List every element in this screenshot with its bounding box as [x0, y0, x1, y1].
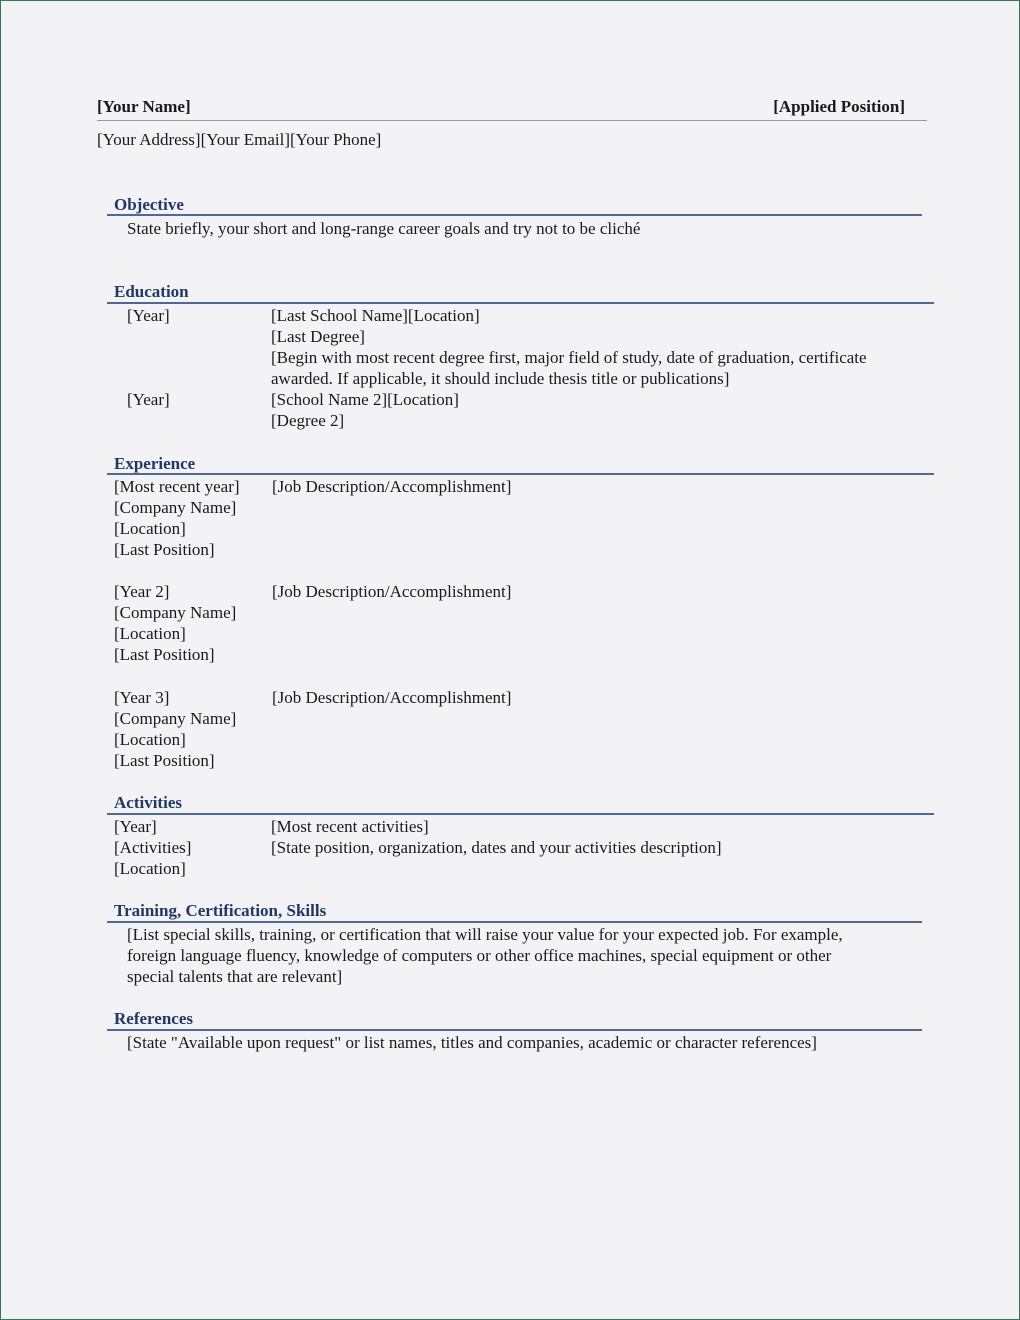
experience-company: [Company Name]: [114, 498, 237, 517]
experience-company: [Company Name]: [114, 603, 237, 622]
experience-heading: Experience: [114, 454, 196, 473]
education-heading: Education: [114, 282, 189, 301]
education-school: [Last School Name][Location]: [271, 306, 480, 325]
experience-description: [Job Description/Accomplishment]: [272, 477, 512, 496]
activities-year: [Year]: [114, 817, 157, 836]
references-text: [State "Available upon request" or list names, titles and companies, academic or character references]: [127, 1033, 817, 1052]
training-text: [List special skills, training, or certification that will raise your value for your expected job. For example,: [127, 925, 843, 944]
education-details: [Begin with most recent degree first, major field of study, date of graduation, certificate: [271, 348, 867, 367]
activities-location: [Location]: [114, 859, 186, 878]
education-degree: [Last Degree]: [271, 327, 365, 346]
experience-location: [Location]: [114, 730, 186, 749]
training-text: foreign language fluency, knowledge of computers or other office machines, special equipment or other: [127, 946, 832, 965]
experience-company: [Company Name]: [114, 709, 237, 728]
activities-heading: Activities: [114, 793, 182, 812]
experience-position: [Last Position]: [114, 645, 215, 664]
experience-position: [Last Position]: [114, 540, 215, 559]
education-year: [Year]: [127, 306, 170, 325]
experience-position: [Last Position]: [114, 751, 215, 770]
training-rule: [107, 921, 922, 923]
activities-label: [Activities]: [114, 838, 192, 857]
education-rule: [107, 302, 934, 304]
activities-description: [State position, organization, dates and your activities description]: [271, 838, 722, 857]
experience-location: [Location]: [114, 624, 186, 643]
experience-year: [Most recent year]: [114, 477, 240, 496]
experience-description: [Job Description/Accomplishment]: [272, 688, 512, 707]
contact-line: [Your Address][Your Email][Your Phone]: [97, 130, 382, 149]
objective-rule: [107, 214, 922, 216]
experience-year: [Year 2]: [114, 582, 170, 601]
experience-description: [Job Description/Accomplishment]: [272, 582, 512, 601]
education-year: [Year]: [127, 390, 170, 409]
training-heading: Training, Certification, Skills: [114, 901, 327, 920]
references-rule: [107, 1029, 922, 1031]
experience-year: [Year 3]: [114, 688, 170, 707]
experience-location: [Location]: [114, 519, 186, 538]
education-details: awarded. If applicable, it should include thesis title or publications]: [271, 369, 730, 388]
activities-recent: [Most recent activities]: [271, 817, 429, 836]
education-degree: [Degree 2]: [271, 411, 345, 430]
references-heading: References: [114, 1009, 193, 1028]
activities-rule: [107, 813, 934, 815]
experience-rule: [107, 473, 934, 475]
objective-text: State briefly, your short and long-range career goals and try not to be cliché: [127, 219, 641, 238]
objective-heading: Objective: [114, 195, 184, 214]
applied-position: [Applied Position]: [773, 97, 905, 116]
your-name: [Your Name]: [97, 97, 191, 116]
header-divider: [97, 120, 927, 121]
training-text: special talents that are relevant]: [127, 967, 343, 986]
education-school: [School Name 2][Location]: [271, 390, 459, 409]
